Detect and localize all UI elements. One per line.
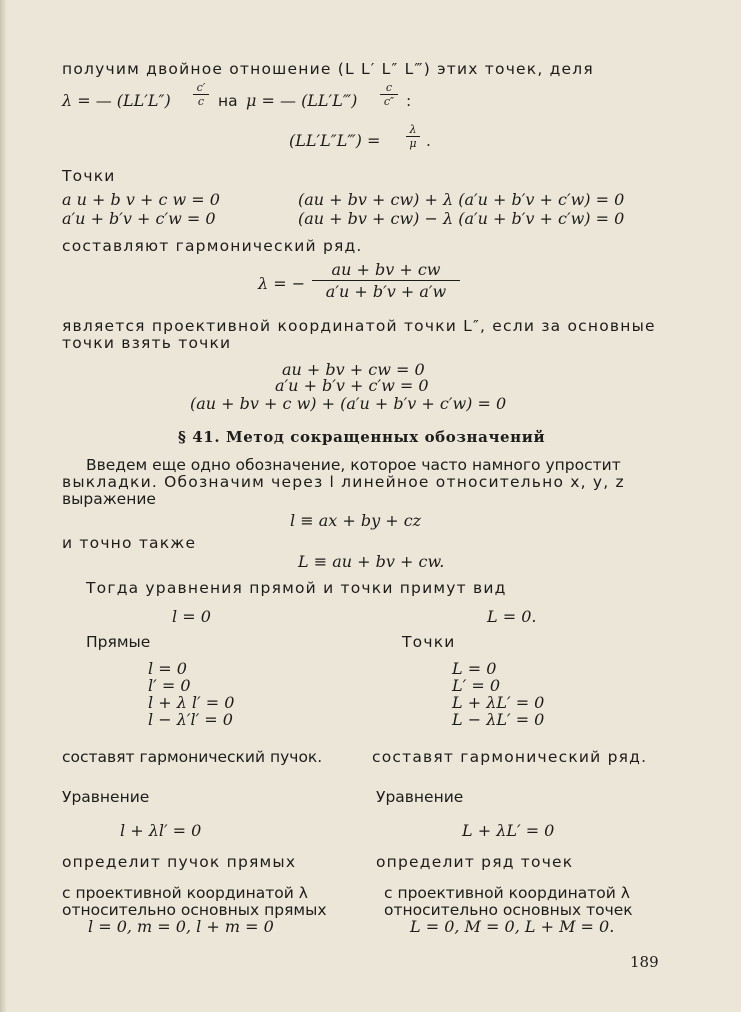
points-col-proj-3: L = 0, M = 0, L + M = 0. bbox=[410, 917, 615, 936]
eq-L-zero: L = 0. bbox=[487, 607, 537, 626]
lines-col-result: составят гармонический пучок. bbox=[62, 748, 323, 766]
also-line: и точно также bbox=[62, 534, 197, 552]
points-col-eq-1: L = 0 bbox=[452, 659, 497, 678]
page-binding-edge bbox=[0, 0, 7, 1012]
cross-ratio-numerator: λ bbox=[409, 123, 417, 136]
lines-col-proj-3: l = 0, m = 0, l + m = 0 bbox=[88, 917, 274, 936]
points-right-eq-2: (au + bv + cw) − λ (a′u + b′v + c′w) = 0 bbox=[298, 209, 625, 228]
lambda-fraction-numerator: c′ bbox=[196, 81, 206, 94]
projective-eq-2: a′u + b′v + c′w = 0 bbox=[275, 376, 429, 395]
points-left-eq-1: a u + b v + c w = 0 bbox=[62, 190, 220, 209]
colon: : bbox=[406, 92, 412, 110]
page-number: 189 bbox=[630, 953, 659, 971]
cross-ratio-fraction bbox=[406, 124, 420, 149]
projective-line-2: точки взять точки bbox=[62, 334, 232, 352]
projective-eq-3: (au + bv + c w) + (a′u + b′v + c′w) = 0 bbox=[190, 394, 507, 413]
lambda-fraction bbox=[193, 82, 209, 107]
eq-l-zero: l = 0 bbox=[172, 607, 211, 626]
lines-col-eq-3: l + λ l′ = 0 bbox=[148, 693, 235, 712]
lines-col-eq-1: l = 0 bbox=[148, 659, 187, 678]
lambda-fraction-denominator: c bbox=[197, 95, 205, 108]
points-col-eq-label: Уравнение bbox=[376, 788, 464, 806]
points-label: Точки bbox=[62, 167, 116, 185]
points-col-proj-2: относительно основных точек bbox=[384, 901, 633, 919]
then-line: Тогда уравнения прямой и точки примут вид bbox=[86, 579, 507, 597]
para-line-3: выражение bbox=[62, 490, 156, 508]
points-col-eq-3: L + λL′ = 0 bbox=[452, 693, 545, 712]
lines-col-eq-2: l′ = 0 bbox=[148, 676, 191, 695]
para-line-1: Введем еще одно обозначение, которое часто намного упростит bbox=[86, 456, 621, 474]
lambda-formula-lhs: λ = − bbox=[258, 274, 306, 293]
na-word: на bbox=[218, 92, 238, 110]
para-line-2: выкладки. Обозначим через l линейное относительно x, y, z bbox=[62, 473, 625, 491]
lines-col-proj-1: с проективной координатой λ bbox=[62, 884, 308, 902]
lambda-formula-fraction bbox=[312, 260, 460, 301]
pencil-equation: l + λl′ = 0 bbox=[120, 821, 202, 840]
lines-col-defines: определит пучок прямых bbox=[62, 853, 297, 871]
lambda-definition: λ = — (LL′L″) bbox=[62, 91, 171, 110]
lines-col-proj-2: относительно основных прямых bbox=[62, 901, 327, 919]
mu-definition: μ = — (LL′L‴) bbox=[246, 91, 358, 110]
mu-fraction-numerator: c bbox=[385, 81, 393, 94]
points-col-header: Точки bbox=[402, 633, 456, 651]
points-col-result: составят гармонический ряд. bbox=[372, 748, 648, 766]
points-right-eq-1: (au + bv + cw) + λ (a′u + b′v + c′w) = 0 bbox=[298, 190, 625, 209]
projective-line-1: является проективной координатой точки L″, если за основные bbox=[62, 317, 656, 335]
lines-col-eq-4: l − λ′l′ = 0 bbox=[148, 710, 233, 729]
projective-eq-1: au + bv + cw = 0 bbox=[282, 360, 425, 379]
lambda-formula-numerator: au + bv + cw bbox=[331, 260, 441, 279]
intro-line-1: получим двойное отношение (L L′ L″ L‴) этих точек, деля bbox=[62, 60, 594, 78]
section-title: § 41. Метод сокращенных обозначений bbox=[178, 428, 546, 446]
lines-col-eq-label: Уравнение bbox=[62, 788, 150, 806]
def-l: l ≡ ax + by + cz bbox=[290, 511, 422, 530]
points-conclusion: составляют гармонический ряд. bbox=[62, 237, 363, 255]
lines-col-header: Прямые bbox=[86, 633, 151, 651]
mu-fraction bbox=[380, 82, 398, 107]
points-col-eq-2: L′ = 0 bbox=[452, 676, 501, 695]
mu-fraction-denominator: c″ bbox=[383, 95, 395, 108]
row-equation: L + λL′ = 0 bbox=[462, 821, 555, 840]
points-col-defines: определит ряд точек bbox=[376, 853, 574, 871]
cross-ratio-lhs: (LL′L″L‴) = bbox=[289, 131, 381, 150]
lambda-formula-denominator: a′u + b′v + a′w bbox=[325, 282, 447, 301]
points-left-eq-2: a′u + b′v + c′w = 0 bbox=[62, 209, 216, 228]
cross-ratio-end: . bbox=[426, 132, 431, 150]
cross-ratio-denominator: μ bbox=[409, 137, 417, 150]
def-L: L ≡ au + bv + cw. bbox=[298, 552, 445, 571]
points-col-proj-1: с проективной координатой λ bbox=[384, 884, 630, 902]
points-col-eq-4: L − λL′ = 0 bbox=[452, 710, 545, 729]
